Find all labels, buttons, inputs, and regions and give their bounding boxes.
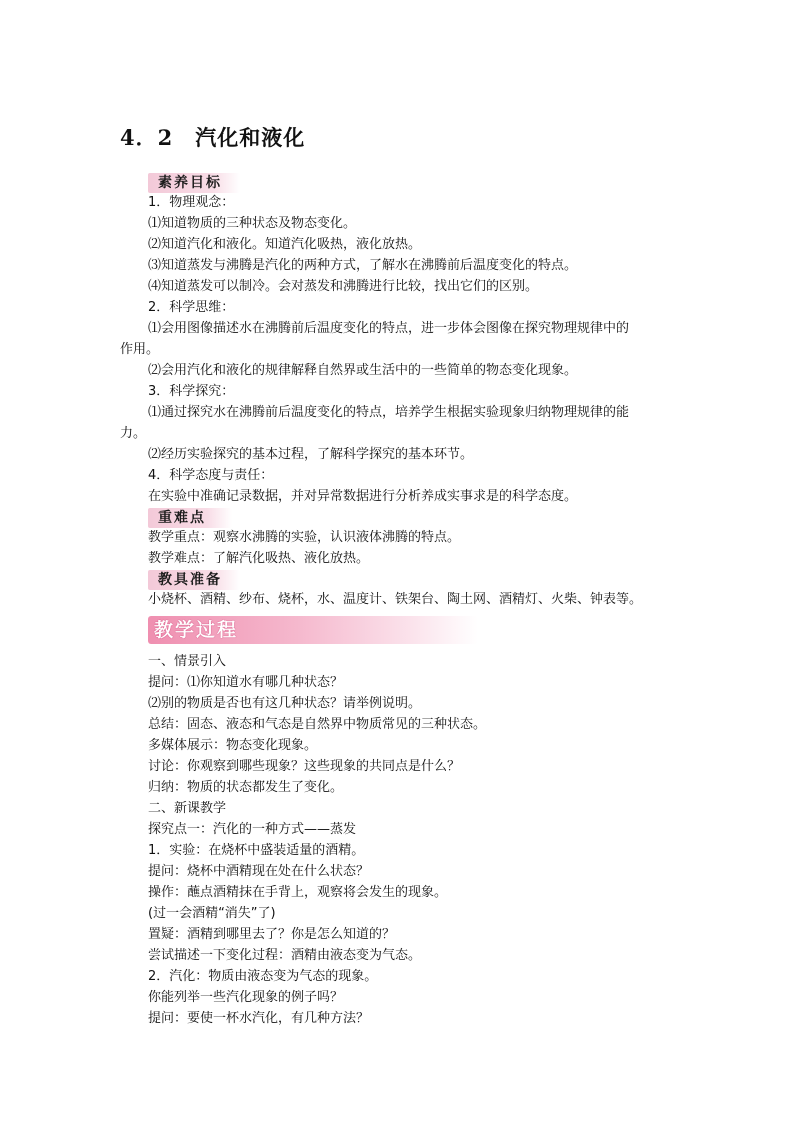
process-line: 1．实验：在烧杯中盛装适量的酒精。 <box>148 843 365 858</box>
process-line: 提问：要使一杯水汽化，有几种方法？ <box>148 1011 370 1026</box>
difficulty-line: 教学难点：了解汽化吸热、液化放热。 <box>148 551 370 566</box>
process-line: 置疑：酒精到哪里去了？你是怎么知道的？ <box>148 927 396 942</box>
process-line: 探究点一：汽化的一种方式——蒸发 <box>148 822 357 837</box>
process-line: 你能列举一些汽化现象的例子吗？ <box>148 990 344 1005</box>
goals-line: ⑵经历实验探究的基本过程，了解科学探究的基本环节。 <box>148 447 474 462</box>
goals-line: ⑴会用图像描述水在沸腾前后温度变化的特点，进一步体会图像在探究物理规律中的 <box>148 321 630 336</box>
goals-line: 在实验中准确记录数据，并对异常数据进行分析养成实事求是的科学态度。 <box>148 489 578 504</box>
process-line: 归纳：物质的状态都发生了变化。 <box>148 780 344 795</box>
process-line: 总结：固态、液态和气态是自然界中物质常见的三种状态。 <box>148 717 487 732</box>
goals-line: 3．科学探究： <box>148 384 235 399</box>
goals-line: ⑵知道汽化和液化。知道汽化吸热，液化放热。 <box>148 237 422 252</box>
process-line: 讨论：你观察到哪些现象？这些现象的共同点是什么？ <box>148 759 461 774</box>
section-label-difficulty: 重难点 <box>158 510 206 526</box>
difficulty-line: 教学重点：观察水沸腾的实验，认识液体沸腾的特点。 <box>148 530 461 545</box>
process-line: ⑵别的物质是否也有这几种状态？请举例说明。 <box>148 696 422 711</box>
goals-line: ⑴通过探究水在沸腾前后温度变化的特点，培养学生根据实验现象归纳物理规律的能 <box>148 405 630 420</box>
process-line: (过一会酒精“消失”了) <box>148 906 276 921</box>
section-label-prep: 教具准备 <box>158 572 222 588</box>
process-line: 操作：蘸点酒精抹在手背上，观察将会发生的现象。 <box>148 885 448 900</box>
process-line: 提问：烧杯中酒精现在处在什么状态？ <box>148 864 370 879</box>
process-line: 2．汽化：物质由液态变为气态的现象。 <box>148 969 378 984</box>
page-title: 4．2 汽化和液化 <box>120 125 306 150</box>
section-banner-difficulty <box>148 508 232 528</box>
goals-line: ⑵会用汽化和液化的规律解释自然界或生活中的一些简单的物态变化现象。 <box>148 363 578 378</box>
goals-line: 1．物理观念： <box>148 195 235 210</box>
goals-line: 2．科学思维： <box>148 300 235 315</box>
goals-line: 作用。 <box>120 342 160 357</box>
section-label-process: 教学过程 <box>154 619 239 641</box>
goals-line: ⑶知道蒸发与沸腾是汽化的两种方式，了解水在沸腾前后温度变化的特点。 <box>148 258 578 273</box>
process-line: 提问：⑴你知道水有哪几种状态？ <box>148 675 344 690</box>
prep-line: 小烧杯、酒精、纱布、烧杯，水、温度计、铁架台、陶土网、酒精灯、火柴、钟表等。 <box>148 592 643 607</box>
goals-line: 力。 <box>120 426 147 441</box>
process-line: 多媒体展示：物态变化现象。 <box>148 738 318 753</box>
section-banner-goals <box>148 173 240 193</box>
process-line: 尝试描述一下变化过程：酒精由液态变为气态。 <box>148 948 422 963</box>
goals-line: ⑴知道物质的三种状态及物态变化。 <box>148 216 357 231</box>
section-label-goals: 素养目标 <box>158 175 222 191</box>
process-line: 二、新课教学 <box>148 801 227 816</box>
goals-line: 4．科学态度与责任： <box>148 468 274 483</box>
goals-line: ⑷知道蒸发可以制冷。会对蒸发和沸腾进行比较，找出它们的区别。 <box>148 279 539 294</box>
section-banner-prep <box>148 570 240 590</box>
section-banner-process <box>148 616 478 644</box>
process-line: 一、情景引入 <box>148 654 227 669</box>
